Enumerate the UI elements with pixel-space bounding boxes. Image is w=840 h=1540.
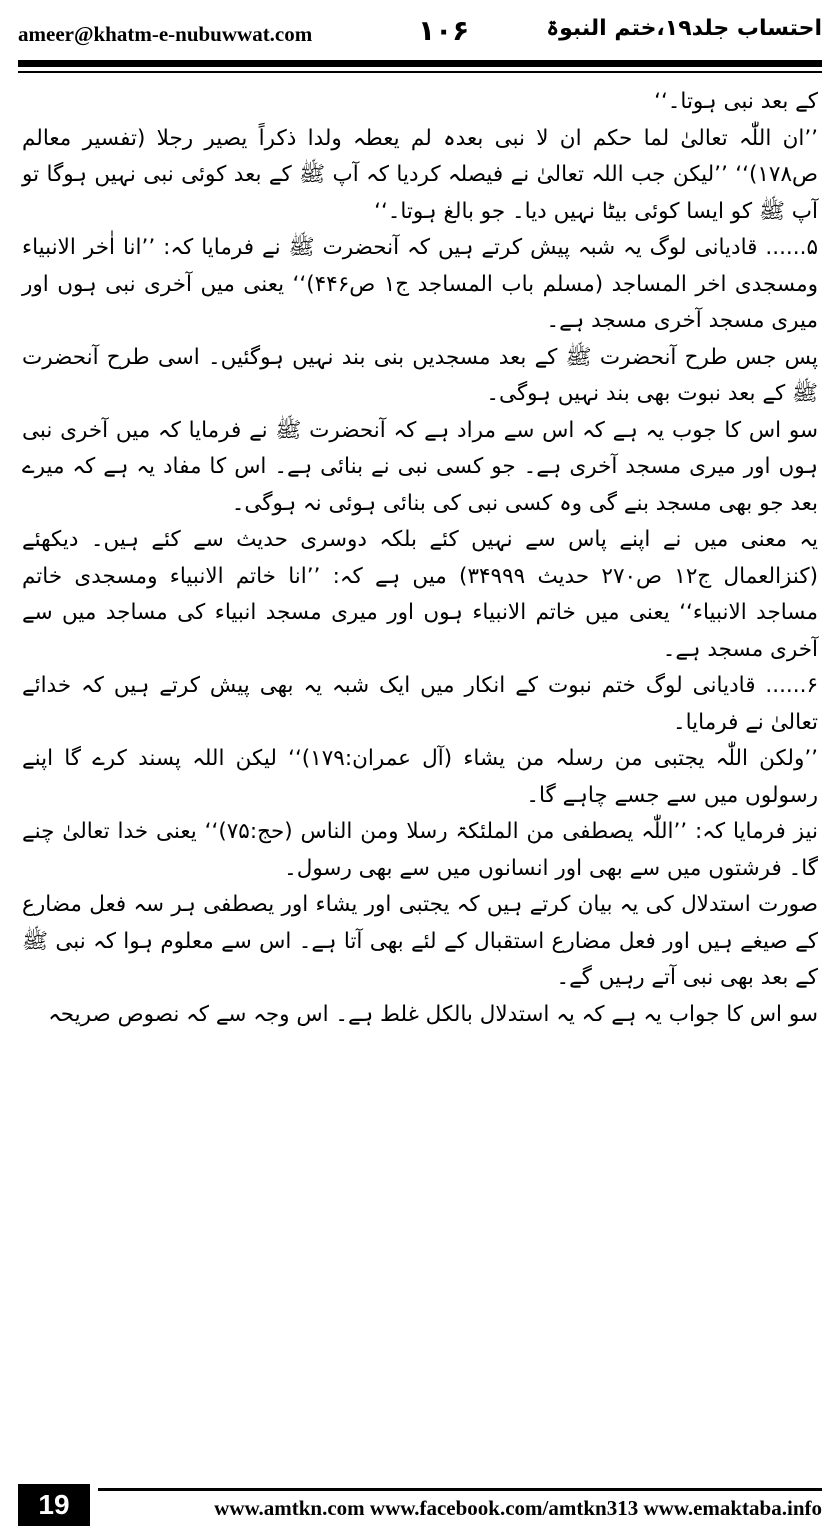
page-body bbox=[22, 84, 818, 1033]
header-thin-rule bbox=[18, 71, 822, 73]
paragraph: یہ معنی میں نے اپنے پاس سے نہیں کئے بلکہ دوسری حدیث سے کئے ہیں۔ دیکھئے (کنزالعمال ج۱۲ ص۲۷۰ حدیث ۳۴۹۹۹) میں ہے کہ: ’’انا خاتم الانبیاء ومسجدی خاتم مساجد الانبیاء‘‘ یعنی میں خاتم الانبیاء ہوں اور میری مسجد انبیاء کی مساجد میں سے آخری مسجد ہے۔ bbox=[22, 527, 819, 662]
header-thick-rule bbox=[18, 60, 822, 67]
paragraph: ’’ولکن اللّٰہ یجتبی من رسلہ من یشاء (آل عمران:۱۷۹)‘‘ لیکن اللہ پسند کرے گا اپنے رسولوں میں سے جسے چاہے گا۔ bbox=[22, 746, 818, 808]
paragraph: صورت استدلال کی یہ بیان کرتے ہیں کہ یجتبی اور یشاء اور یصطفی ہر سہ فعل مضارع کے صیغے ہیں اور فعل مضارع استقبال کے لئے بھی آتا ہے۔ اس سے معلوم ہوا کہ نبی ﷺ کے بعد بھی نبی آتے رہیں گے۔ bbox=[22, 892, 818, 990]
paragraph: سو اس کا جواب یہ ہے کہ یہ استدلال بالکل غلط ہے۔ اس وجہ سے کہ نصوص صریحہ bbox=[48, 1001, 818, 1027]
paragraph: ’’ان اللّٰہ تعالیٰ لما حکم ان لا نبی بعدہ لم یعطہ ولدا ذکراً یصیر رجلا (تفسیر معالم ص۱۷۸)‘‘ ’’لیکن جب اللہ تعالیٰ نے فیصلہ کردیا کہ آپ ﷺ کے بعد کوئی نبی نہیں ہوگا تو آپ ﷺ کو ایسا کوئی بیٹا نہیں دیا۔ جو بالغ ہوتا۔‘‘ bbox=[22, 125, 818, 224]
header-email: ameer@khatm-e-nubuwwat.com bbox=[18, 22, 313, 46]
page-header bbox=[18, 14, 822, 54]
volume-number-badge: 19 bbox=[18, 1484, 90, 1526]
footer-links: www.amtkn.com www.facebook.com/amtkn313 www.emaktaba.info bbox=[214, 1496, 822, 1520]
paragraph: پس جس طرح آنحضرت ﷺ کے بعد مسجدیں بنی بند نہیں ہوگئیں۔ اسی طرح آنحضرت ﷺ کے بعد نبوت بھی بند نہیں ہوگی۔ bbox=[22, 344, 818, 406]
book-title: احتساب جلد۱۹،ختم النبوۃ bbox=[546, 16, 822, 41]
paragraph: سو اس کا جوب یہ ہے کہ اس سے مراد ہے کہ آنحضرت ﷺ نے فرمایا کہ میں آخری نبی ہوں اور میری مسجد آخری ہے۔ جو کسی نبی نے بنائی ہے۔ اس کا مفاد یہ ہے کہ میرے بعد جو بھی مسجد بنے گی وہ کسی نبی کی بنائی ہوئی نہ ہوگی۔ bbox=[22, 417, 818, 516]
page-footer bbox=[18, 1484, 822, 1526]
page-number: ۱۰۶ bbox=[418, 14, 470, 47]
paragraph: ۵...... قادیانی لوگ یہ شبہ پیش کرتے ہیں کہ آنحضرت ﷺ نے فرمایا کہ: ’’انا اٰخر الانبیاء ومسجدی اخر المساجد (مسلم باب المساجد ج۱ ص۴۴۶)‘‘ یعنی میں آخری نبی ہوں اور میری مسجد آخری مسجد ہے۔ bbox=[22, 235, 819, 333]
paragraph: نیز فرمایا کہ: ’’اللّٰہ یصطفی من الملئکۃ رسلا ومن الناس (حج:۷۵)‘‘ یعنی خدا تعالیٰ چنے گا۔ فرشتوں میں سے بھی اور انسانوں میں سے بھی رسول۔ bbox=[22, 819, 818, 881]
paragraph: ۶...... قادیانی لوگ ختم نبوت کے انکار میں ایک شبہ یہ بھی پیش کرتے ہیں کہ خدائے تعالیٰ نے فرمایا۔ bbox=[22, 673, 818, 735]
paragraph: کے بعد نبی ہوتا۔‘‘ bbox=[654, 89, 818, 114]
footer-rule bbox=[98, 1488, 822, 1491]
